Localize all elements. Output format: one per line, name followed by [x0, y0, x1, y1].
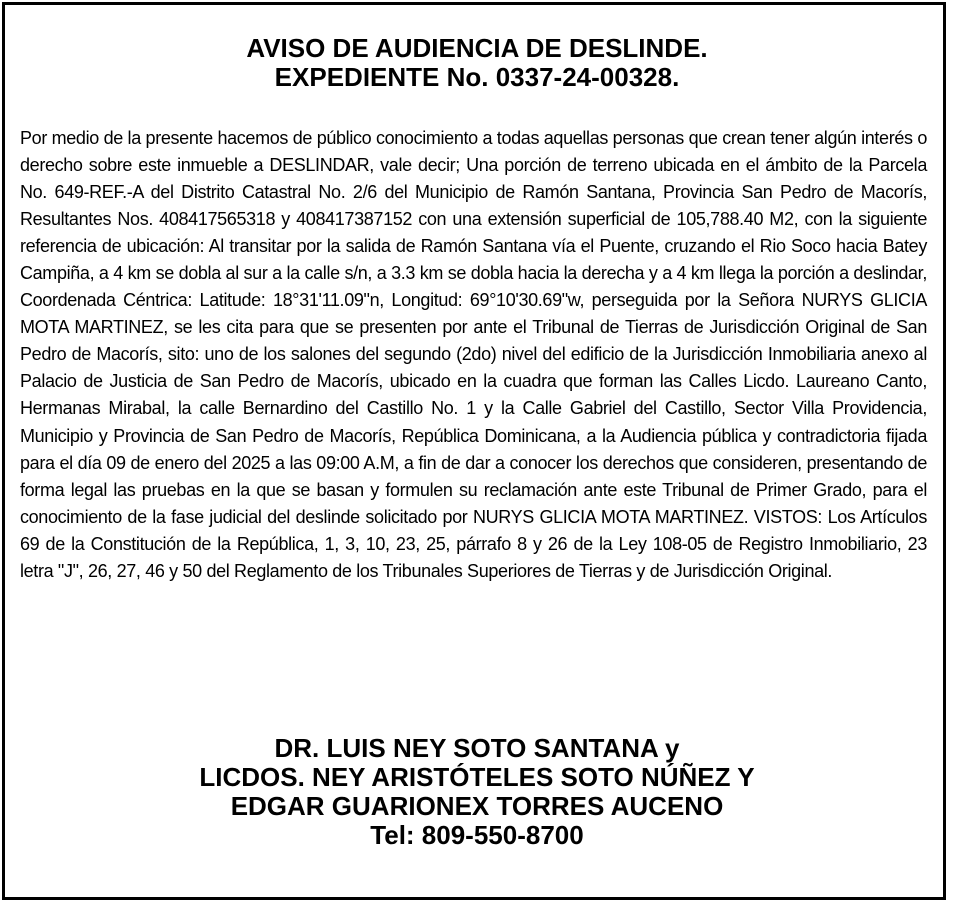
notice-title — [0, 34, 954, 92]
title-line-1: AVISO DE AUDIENCIA DE DESLINDE. — [246, 33, 708, 63]
signature-line-2: LICDOS. NEY ARISTÓTELES SOTO NÚÑEZ Y — [199, 762, 755, 792]
phone-number: Tel: 809-550-8700 — [370, 820, 584, 850]
signature-line-1: DR. LUIS NEY SOTO SANTANA y — [274, 733, 680, 763]
signature-line-3: EDGAR GUARIONEX TORRES AUCENO — [230, 791, 724, 821]
notice-body: Por medio de la presente hacemos de público conocimiento a todas aquellas personas que crean tener algún interés o derecho sobre este inmueble a DESLINDAR, vale decir; Una porción de terreno ubicada en el ámbito de la Parcela No. 649-REF.-A del Distrito Catastral No. 2/6 del Municipio de Ramón Santana, Provincia San Pedro de Macorís, Resultantes Nos. 408417565318 y 408417387152 con una extensión superficial de 105,788.40 M2, con la siguiente referencia de ubicación: Al transitar por la salida de Ramón Santana vía el Puente, cruzando el Rio Soco hacia Batey Campiña, a 4 km se dobla al sur a la calle s/n, a 3.3 km se dobla hacia la derecha y a 4 km llega la porción a deslindar, Coordenada Céntrica: Latitude: 18°31'11.09"n, Longitud: 69°10'30.69"w, perseguida por la Señora NURYS GLICIA MOTA MARTINEZ, se les cita para que se presenten por ante el Tribunal de Tierras de Jurisdicción Original de San Pedro de Macorís, sito: uno de los salones del segundo (2do) nivel del edificio de la Jurisdicción Inmobiliaria anexo al Palacio de Justicia de San Pedro de Macorís, ubicado en la cuadra que forman las Calles Licdo. Laureano Canto, Hermanas Mirabal, la calle Bernardino del Castillo No. 1 y la Calle Gabriel del Castillo, Sector Villa Providencia, Municipio y Provincia de San Pedro de Macorís, República Dominicana, a la Audiencia pública y contradictoria fijada para el día 09 de enero del 2025 a las 09:00 A.M, a fin de dar a conocer los derechos que consideren, presentando de forma legal las pruebas en la que se basan y formulen su reclamación ante este Tribunal de Primer Grado, para el conocimiento de la fase judicial del deslinde solicitado por NURYS GLICIA MOTA MARTINEZ. VISTOS: Los Artículos 69 de la Constitución de la República, 1, 3, 10, 23, 25, párrafo 8 y 26 de la Ley 108-05 de Registro Inmobiliario, 23 letra "J", 26, 27, 46 y 50 del Reglamento de los Tribunales Superiores de Tierras y de Jurisdicción Original. — [20, 128, 927, 581]
signature-block — [0, 734, 954, 850]
title-line-2: EXPEDIENTE No. 0337-24-00328. — [274, 62, 680, 92]
